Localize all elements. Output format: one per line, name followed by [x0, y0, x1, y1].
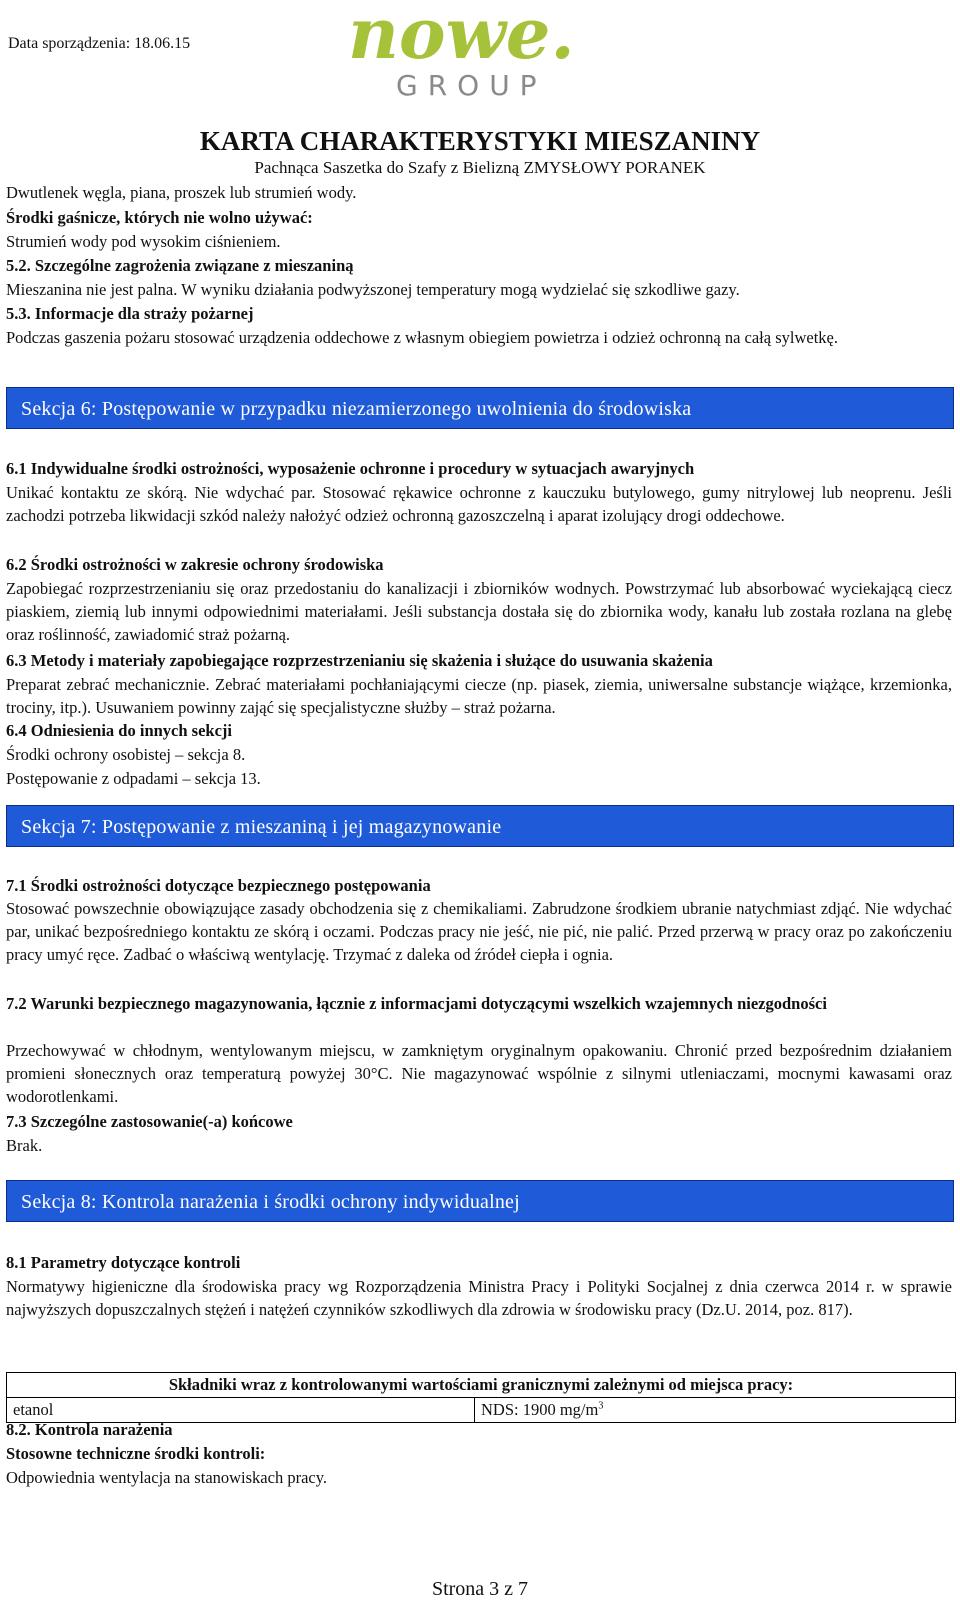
logo-wordmark: nowe. [348, 0, 575, 75]
heading-7-2: 7.2 Warunki bezpiecznego magazynowania, łącznie z informacjami dotyczącymi wszelkich wzajemnych niezgodności [6, 994, 827, 1013]
heading-5-2: 5.2. Szczególne zagrożenia związane z mieszaniną [6, 256, 354, 275]
heading-6-3: 6.3 Metody i materiały zapobiegające rozprzestrzenianiu się skażenia i służące do usuwania skażenia [6, 651, 713, 670]
heading-5-3: 5.3. Informacje dla straży pożarnej [6, 304, 254, 323]
section-8-header: Sekcja 8: Kontrola narażenia i środki ochrony indywidualnej [6, 1180, 954, 1222]
logo-group-text: GROUP [396, 69, 547, 100]
document-title: KARTA CHARAKTERYSTYKI MIESZANINY [199, 126, 761, 156]
text-5-3: Podczas gaszenia pożaru stosować urządzenia oddechowe z własnym obiegiem powietrza i odzież ochronną na całą sylwetkę. [6, 328, 838, 347]
text-5-2: Mieszanina nie jest palna. W wyniku działania podwyższonej temperatury mogą wydzielać się szkodliwe gazy. [6, 280, 740, 299]
text-6-4-ppe: Środki ochrony osobistej – sekcja 8. [6, 745, 246, 764]
heading-8-1: 8.1 Parametry dotyczące kontroli [6, 1253, 241, 1272]
text-7-3: Brak. [6, 1136, 43, 1155]
unsuitable-media-text: Strumień wody pod wysokim ciśnieniem. [6, 232, 281, 251]
heading-7-3: 7.3 Szczególne zastosowanie(-a) końcowe [6, 1112, 293, 1131]
text-6-1: Unikać kontaktu ze skórą. Nie wdychać par. Stosować rękawice ochronne z kauczuku butylowego, gumy nitrylowej lub neoprenu. Jeśli zachodzi potrzeba likwidacji szkód należy nałożyć odzież ochronną gazoszczelną i aparat izolujący drogi oddechowe. [6, 483, 952, 525]
text-6-3: Preparat zebrać mechanicznie. Zebrać materiałami pochłaniającymi ciecze (np. piasek, ziemia, uniwersalne substancje wiążące, krzemionka, trociny, itp.). Usuwaniem powinny zająć się specjalistyczne służby – straż pożarna. [6, 675, 952, 717]
table-header-cell: Składniki wraz z kontrolowanymi wartościami granicznymi zależnymi od miejsca pracy: [7, 1373, 956, 1398]
table-header-row [7, 1373, 956, 1398]
section-6-header: Sekcja 6: Postępowanie w przypadku niezamierzonego uwolnienia do środowiska [6, 387, 954, 429]
heading-8-2-technical: Stosowne techniczne środki kontroli: [6, 1444, 266, 1463]
extinguishing-media-text: Dwutlenek węgla, piana, proszek lub strumień wody. [6, 183, 357, 202]
text-7-2: Przechowywać w chłodnym, wentylowanym miejscu, w zamkniętym oryginalnym opakowaniu. Chronić przed bezpośrednim działaniem promieni słonecznych oraz temperaturą powyżej 30°C. Nie magazynować wspólnie z silnymi utleniaczami, mocnymi kawasami oraz wodorotlenkami. [6, 1041, 952, 1106]
limit-value: NDS: 1900 mg/m [481, 1400, 599, 1419]
heading-7-1: 7.1 Środki ostrożności dotyczące bezpiecznego postępowania [6, 876, 431, 895]
document-subtitle: Pachnąca Saszetka do Szafy z Bielizną ZMYSŁOWY PORANEK [254, 158, 706, 177]
heading-6-2: 6.2 Środki ostrożności w zakresie ochrony środowiska [6, 555, 384, 574]
text-6-2: Zapobiegać rozprzestrzenianiu się oraz przedostaniu do kanalizacji i zbiorników wodnych. Powstrzymać lub absorbować wyciekającą ciecz piaskiem, ziemią lub innymi odpowiednimi materiałami. Jeśli substancja dostała się do zbiornika wody, kanału lub została rozlana na glebę oraz roślinność, zawiadomić straż pożarną. [6, 579, 952, 644]
date-label: Data sporządzenia: 18.06.15 [8, 35, 191, 52]
nowe-logo-graphic [348, 0, 598, 100]
text-7-1: Stosować powszechnie obowiązujące zasady obchodzenia się z chemikaliami. Zabrudzone środkiem ubranie natychmiast zdjąć. Nie wdychać par, unikać bezpośredniego kontaktu ze skórą i oczami. Podczas pracy nie jeść, nie pić, nie palić. Przed przerwą w pracy oraz po zakończeniu pracy umyć ręce. Zadbać o właściwą wentylację. Trzymać z daleka od źródeł ciepła i ognia. [6, 899, 952, 964]
table-cell-substance: etanol [7, 1398, 475, 1423]
heading-6-1: 6.1 Indywidualne środki ostrożności, wyposażenie ochronne i procedury w sytuacjach awaryjnych [6, 459, 695, 478]
company-logo [348, 0, 598, 100]
section-7-header: Sekcja 7: Postępowanie z mieszaniną i jej magazynowanie [6, 805, 954, 847]
text-8-2: Odpowiednia wentylacja na stanowiskach pracy. [6, 1468, 328, 1487]
exposure-limits-table [6, 1372, 956, 1423]
text-8-1: Normatywy higieniczne dla środowiska pracy wg Rozporządzenia Ministra Pracy i Polityki Socjalnej z dnia czerwca 2014 r. w sprawie najwyższych dopuszczalnych stężeń i natężeń czynników szkodliwych dla zdrowia w środowisku pracy (Dz.U. 2014, poz. 817). [6, 1277, 952, 1319]
unsuitable-media-heading: Środki gaśnicze, których nie wolno używać: [6, 208, 313, 227]
heading-8-2: 8.2. Kontrola narażenia [6, 1420, 173, 1439]
page-number: Strona 3 z 7 [431, 1578, 529, 1600]
heading-6-4: 6.4 Odniesienia do innych sekcji [6, 721, 232, 740]
limit-unit-superscript: 3 [598, 1400, 604, 1412]
text-6-4-waste: Postępowanie z odpadami – sekcja 13. [6, 769, 261, 788]
